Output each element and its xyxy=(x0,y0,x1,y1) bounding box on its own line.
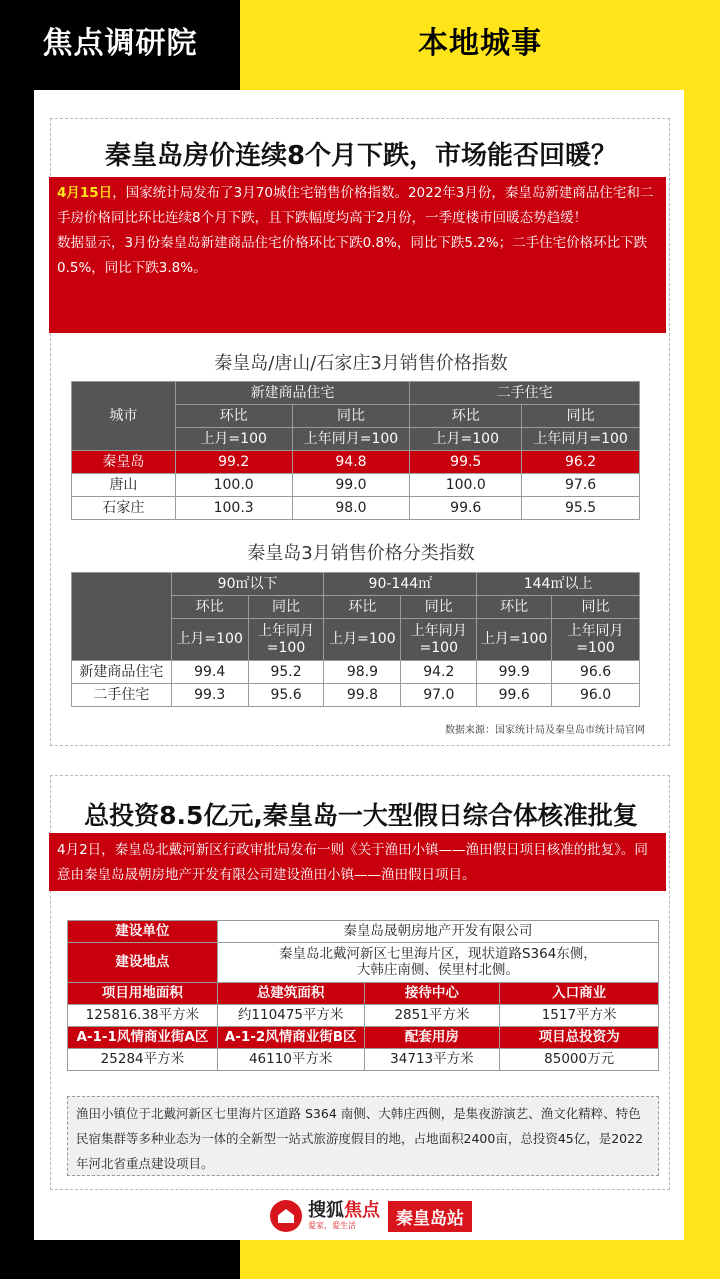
table-header-cell: 项目总投资为 xyxy=(500,1027,659,1049)
table-cell: 99.6 xyxy=(477,684,552,707)
table-cell: 25284平方米 xyxy=(68,1049,218,1071)
article2-title: 总投资8.5亿元,秦皇岛一大型假日综合体核准批复 xyxy=(84,801,638,830)
yoy-header: 同比 xyxy=(522,405,640,428)
table-header-cell: 入口商业 xyxy=(500,983,659,1005)
logo-focus: 焦点 xyxy=(344,1200,380,1221)
yoy-header: 同比 xyxy=(401,596,477,619)
mom-header: 环比 xyxy=(324,596,401,619)
site-value: 秦皇岛北戴河新区七里海片区，现状道路S364东侧， 大韩庄南侧、侯里村北侧。 xyxy=(217,943,658,983)
table-header-cell: A-1-2风情商业街B区 xyxy=(217,1027,364,1049)
table-cell: 125816.38平方米 xyxy=(68,1005,218,1027)
table-cell: 100.0 xyxy=(175,474,292,497)
sohu-focus-logo xyxy=(270,1198,472,1234)
article-housing-price xyxy=(50,118,670,746)
table-cell: 99.0 xyxy=(292,474,410,497)
table-header-cell: 项目用地面积 xyxy=(68,983,218,1005)
article-resort-approval xyxy=(50,775,670,1190)
table-cell: 96.2 xyxy=(522,451,640,474)
second-hand-group-header: 二手住宅 xyxy=(410,382,640,405)
table-cell: 96.0 xyxy=(552,684,640,707)
yoy-header: 同比 xyxy=(292,405,410,428)
yoy-base-header: 上年同月 =100 xyxy=(552,619,640,661)
header-local-news-title: 本地城事 xyxy=(418,26,542,61)
table-cell: 95.5 xyxy=(522,497,640,520)
mom-base-header: 上月=100 xyxy=(477,619,552,661)
table-cell: 99.9 xyxy=(477,661,552,684)
table-header-cell: A-1-1风情商业街A区 xyxy=(68,1027,218,1049)
table-header-cell: 接待中心 xyxy=(364,983,500,1005)
project-info-table xyxy=(67,920,659,1071)
area-group-header: 90㎡以下 xyxy=(171,573,324,596)
table-header-cell: 配套用房 xyxy=(364,1027,500,1049)
logo-sohu: 搜狐 xyxy=(308,1200,344,1221)
logo-slogan: 爱家，爱生活 xyxy=(308,1221,356,1230)
table-cell: 34713平方米 xyxy=(364,1049,500,1071)
table-row xyxy=(72,474,640,497)
project-description-box: 渔田小镇位于北戴河新区七里海片区道路 S364 南侧、大韩庄西侧，是集夜游演艺、渔文化精粹、特色民宿集群等多种业态为一体的全新型一站式旅游度假目的地，占地面积2400亩，总投资45亿，是2022年河北省重点建设项目。 xyxy=(67,1096,659,1176)
article1-date: 4月15日 xyxy=(57,185,113,201)
table-cell: 100.0 xyxy=(410,474,522,497)
mom-header: 环比 xyxy=(171,596,248,619)
table-cell: 99.2 xyxy=(175,451,292,474)
table-cell: 约110475平方米 xyxy=(217,1005,364,1027)
unit-value: 秦皇岛晟朝房地产开发有限公司 xyxy=(217,921,658,943)
table-cell: 99.4 xyxy=(171,661,248,684)
area-group-header: 90-144㎡ xyxy=(324,573,477,596)
yoy-header: 同比 xyxy=(248,596,324,619)
table-cell: 2851平方米 xyxy=(364,1005,500,1027)
city-column-header: 城市 xyxy=(72,382,176,451)
logo-text xyxy=(308,1201,380,1231)
table-cell: 97.6 xyxy=(522,474,640,497)
table-header-cell: 总建筑面积 xyxy=(217,983,364,1005)
table1-title: 秦皇岛/唐山/石家庄3月销售价格指数 xyxy=(214,353,508,374)
table-cell: 99.6 xyxy=(410,497,522,520)
article2-summary-box: 4月2日，秦皇岛北戴河新区行政审批局发布一则《关于渔田小镇——渔田假日项目核准的批复》。同意由秦皇岛晟朝房地产开发有限公司建设渔田小镇——渔田假日项目。 xyxy=(49,833,666,891)
table-cell: 98.0 xyxy=(292,497,410,520)
table-cell: 94.8 xyxy=(292,451,410,474)
yoy-base-header: 上年同月 =100 xyxy=(248,619,324,661)
city-price-index-table xyxy=(71,381,640,520)
header-research-title: 焦点调研院 xyxy=(42,26,198,61)
table-row xyxy=(72,684,640,707)
category-price-index-table xyxy=(71,572,640,707)
table-cell: 46110平方米 xyxy=(217,1049,364,1071)
table-cell: 98.9 xyxy=(324,661,401,684)
table2-title: 秦皇岛3月销售价格分类指数 xyxy=(247,543,475,564)
table-cell: 99.8 xyxy=(324,684,401,707)
yoy-base-header: 上年同月 =100 xyxy=(401,619,477,661)
city-name: 石家庄 xyxy=(72,497,176,520)
mom-base-header: 上月=100 xyxy=(175,428,292,451)
table-cell: 99.3 xyxy=(171,684,248,707)
mom-header: 环比 xyxy=(477,596,552,619)
station-badge: 秦皇岛站 xyxy=(388,1201,472,1232)
table-cell: 97.0 xyxy=(401,684,477,707)
unit-label: 建设单位 xyxy=(68,921,218,943)
table-cell: 85000万元 xyxy=(500,1049,659,1071)
new-housing-group-header: 新建商品住宅 xyxy=(175,382,410,405)
yoy-header: 同比 xyxy=(552,596,640,619)
housing-type: 二手住宅 xyxy=(72,684,172,707)
table-cell: 94.2 xyxy=(401,661,477,684)
mom-base-header: 上月=100 xyxy=(324,619,401,661)
mom-base-header: 上月=100 xyxy=(171,619,248,661)
data-source-note: 数据来源：国家统计局及秦皇岛市统计局官网 xyxy=(445,725,645,736)
table-cell: 100.3 xyxy=(175,497,292,520)
table-row xyxy=(72,451,640,474)
article1-title: 秦皇岛房价连续8个月下跌，市场能否回暖？ xyxy=(104,141,618,171)
article1-para2: 数据显示，3月份秦皇岛新建商品住宅价格环比下跌0.8%，同比下跌5.2%；二手住宅价格环比下跌0.5%，同比下跌3.8%。 xyxy=(57,235,648,276)
mom-header: 环比 xyxy=(175,405,292,428)
article1-summary-box xyxy=(49,177,666,333)
city-name: 唐山 xyxy=(72,474,176,497)
housing-type: 新建商品住宅 xyxy=(72,661,172,684)
table-row xyxy=(72,661,640,684)
yoy-base-header: 上年同月=100 xyxy=(522,428,640,451)
table-cell: 96.6 xyxy=(552,661,640,684)
table-cell: 95.2 xyxy=(248,661,324,684)
area-group-header: 144㎡以上 xyxy=(477,573,640,596)
mom-header: 环比 xyxy=(410,405,522,428)
yoy-base-header: 上年同月=100 xyxy=(292,428,410,451)
article1-para1: ，国家统计局发布了3月70城住宅销售价格指数。2022年3月份，秦皇岛新建商品住宅和二手房价格同比环比连续8个月下跌，且下跌幅度均高于2月份，一季度楼市回暖态势趋缓！ xyxy=(57,185,654,226)
table-cell: 1517平方米 xyxy=(500,1005,659,1027)
table-cell: 99.5 xyxy=(410,451,522,474)
site-label: 建设地点 xyxy=(68,943,218,983)
house-logo-icon xyxy=(270,1200,302,1232)
table-row xyxy=(72,497,640,520)
city-name: 秦皇岛 xyxy=(72,451,176,474)
table-cell: 95.6 xyxy=(248,684,324,707)
type-column-header xyxy=(72,573,172,661)
mom-base-header: 上月=100 xyxy=(410,428,522,451)
